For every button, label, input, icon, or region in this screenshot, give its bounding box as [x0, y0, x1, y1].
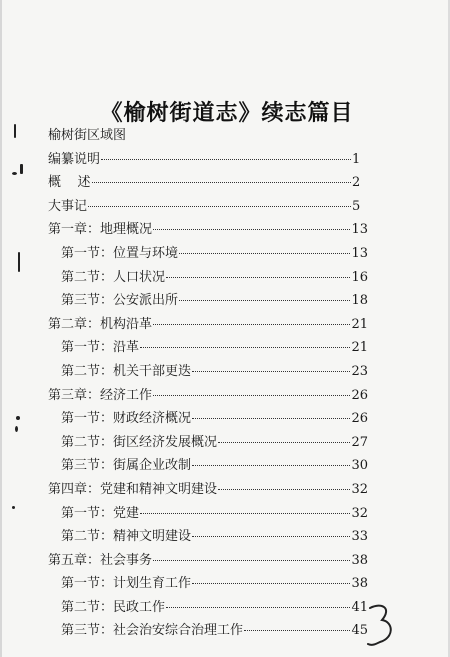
- dot-leader: [140, 513, 350, 514]
- toc-entry-label: 第二节：精神文明建设: [61, 529, 192, 545]
- toc-page-number: 30: [351, 458, 368, 474]
- toc-page-number: 38: [351, 552, 368, 568]
- toc-page-number: 27: [351, 434, 368, 450]
- toc-chapter-2: [48, 313, 368, 337]
- document-title: 《榆树街道志》续志篇目: [100, 100, 354, 126]
- dot-leader: [192, 536, 350, 537]
- toc-page-number: 21: [351, 316, 368, 332]
- dot-leader: [153, 395, 350, 396]
- toc-page-number: 13: [351, 245, 368, 261]
- dot-leader: [92, 182, 351, 183]
- toc-entry-label: 榆树街区域图: [48, 128, 127, 143]
- dot-leader: [153, 560, 350, 561]
- dot-leader: [153, 229, 350, 230]
- toc-page-number: 38: [351, 576, 368, 592]
- dot-leader: [140, 347, 350, 348]
- dot-leader: [153, 324, 350, 325]
- toc-section-5-2: [48, 596, 368, 620]
- toc-entry-label: 第二章：机构沿革: [48, 316, 153, 332]
- scan-speck: [18, 252, 20, 272]
- scan-speck: [16, 416, 20, 420]
- toc-page-number: 32: [351, 481, 368, 497]
- dot-leader: [192, 371, 350, 372]
- toc-entry-label: 第一节：党建: [61, 505, 140, 521]
- toc-page-number: 41: [351, 599, 368, 615]
- toc-section-3-2: [48, 431, 368, 455]
- toc-entry-label: 概 述: [48, 175, 91, 191]
- dot-leader: [192, 583, 350, 584]
- toc-entry-map: [48, 124, 368, 148]
- table-of-contents: [48, 124, 368, 643]
- toc-entry-label: 第三节：街属企业改制: [61, 458, 192, 474]
- toc-entry-label: 第一节：财政经济概况: [61, 411, 192, 427]
- toc-page-number: 45: [351, 623, 368, 639]
- toc-entry-label: 第二节：民政工作: [61, 599, 166, 615]
- toc-page-number: 23: [351, 363, 368, 379]
- toc-section-2-2: [48, 360, 368, 384]
- toc-entry-compilation-notes: [48, 148, 368, 172]
- toc-entry-overview: [48, 171, 368, 195]
- handwritten-page-mark: [364, 600, 398, 650]
- toc-entry-label: 第二节：街区经济发展概况: [61, 434, 218, 450]
- scan-speck: [12, 506, 15, 509]
- toc-entry-label: 第三节：社会治安综合治理工作: [61, 623, 244, 639]
- dot-leader: [244, 630, 350, 631]
- toc-section-3-1: [48, 407, 368, 431]
- toc-entry-label: 第五章：社会事务: [48, 552, 153, 568]
- dot-leader: [166, 277, 350, 278]
- toc-entry-label: 第二节：人口状况: [61, 269, 166, 285]
- toc-section-3-3: [48, 454, 368, 478]
- toc-section-2-1: [48, 336, 368, 360]
- dot-leader: [179, 253, 350, 254]
- dot-leader: [192, 465, 350, 466]
- dot-leader: [218, 442, 350, 443]
- toc-section-1-3: [48, 289, 368, 313]
- toc-entry-label: 编纂说明: [48, 151, 101, 167]
- toc-entry-label: 第一节：位置与环境: [61, 245, 179, 261]
- toc-page-number: 1: [352, 151, 361, 167]
- toc-section-5-1: [48, 572, 368, 596]
- toc-page-number: 16: [351, 269, 368, 285]
- toc-section-1-2: [48, 266, 368, 290]
- toc-page-number: 5: [352, 198, 361, 214]
- toc-section-4-2: [48, 525, 368, 549]
- toc-entry-label: 第三节：公安派出所: [61, 293, 179, 309]
- dot-leader: [179, 300, 350, 301]
- dot-leader: [192, 418, 350, 419]
- scan-speck: [15, 426, 18, 432]
- toc-entry-label: 大事记: [48, 198, 88, 214]
- toc-entry-label: 第一章：地理概况: [48, 222, 153, 238]
- toc-section-1-1: [48, 242, 368, 266]
- toc-page-number: 32: [351, 505, 368, 521]
- toc-page-number: 26: [351, 411, 368, 427]
- toc-entry-chronicle: [48, 195, 368, 219]
- dot-leader: [218, 489, 350, 490]
- toc-chapter-5: [48, 549, 368, 573]
- toc-page-number: 26: [351, 387, 368, 403]
- toc-page-number: 2: [352, 175, 361, 191]
- dot-leader: [88, 206, 351, 207]
- toc-section-5-3: [48, 619, 368, 643]
- toc-entry-label: 第一节：计划生育工作: [61, 576, 192, 592]
- toc-section-4-1: [48, 502, 368, 526]
- toc-page-number: 21: [351, 340, 368, 356]
- scan-speck: [14, 124, 16, 138]
- toc-page-number: 18: [351, 293, 368, 309]
- toc-chapter-3: [48, 384, 368, 408]
- toc-page-number: 33: [351, 529, 368, 545]
- toc-entry-label: 第一节：沿革: [61, 340, 140, 356]
- toc-entry-label: 第四章：党建和精神文明建设: [48, 481, 218, 497]
- dot-leader: [101, 159, 351, 160]
- scan-speck: [20, 164, 23, 174]
- toc-entry-label: 第三章：经济工作: [48, 387, 153, 403]
- toc-entry-label: 第二节：机关干部更迭: [61, 363, 192, 379]
- toc-page-number: 13: [351, 222, 368, 238]
- scan-speck: [12, 172, 17, 175]
- toc-chapter-4: [48, 478, 368, 502]
- toc-chapter-1: [48, 218, 368, 242]
- dot-leader: [166, 607, 350, 608]
